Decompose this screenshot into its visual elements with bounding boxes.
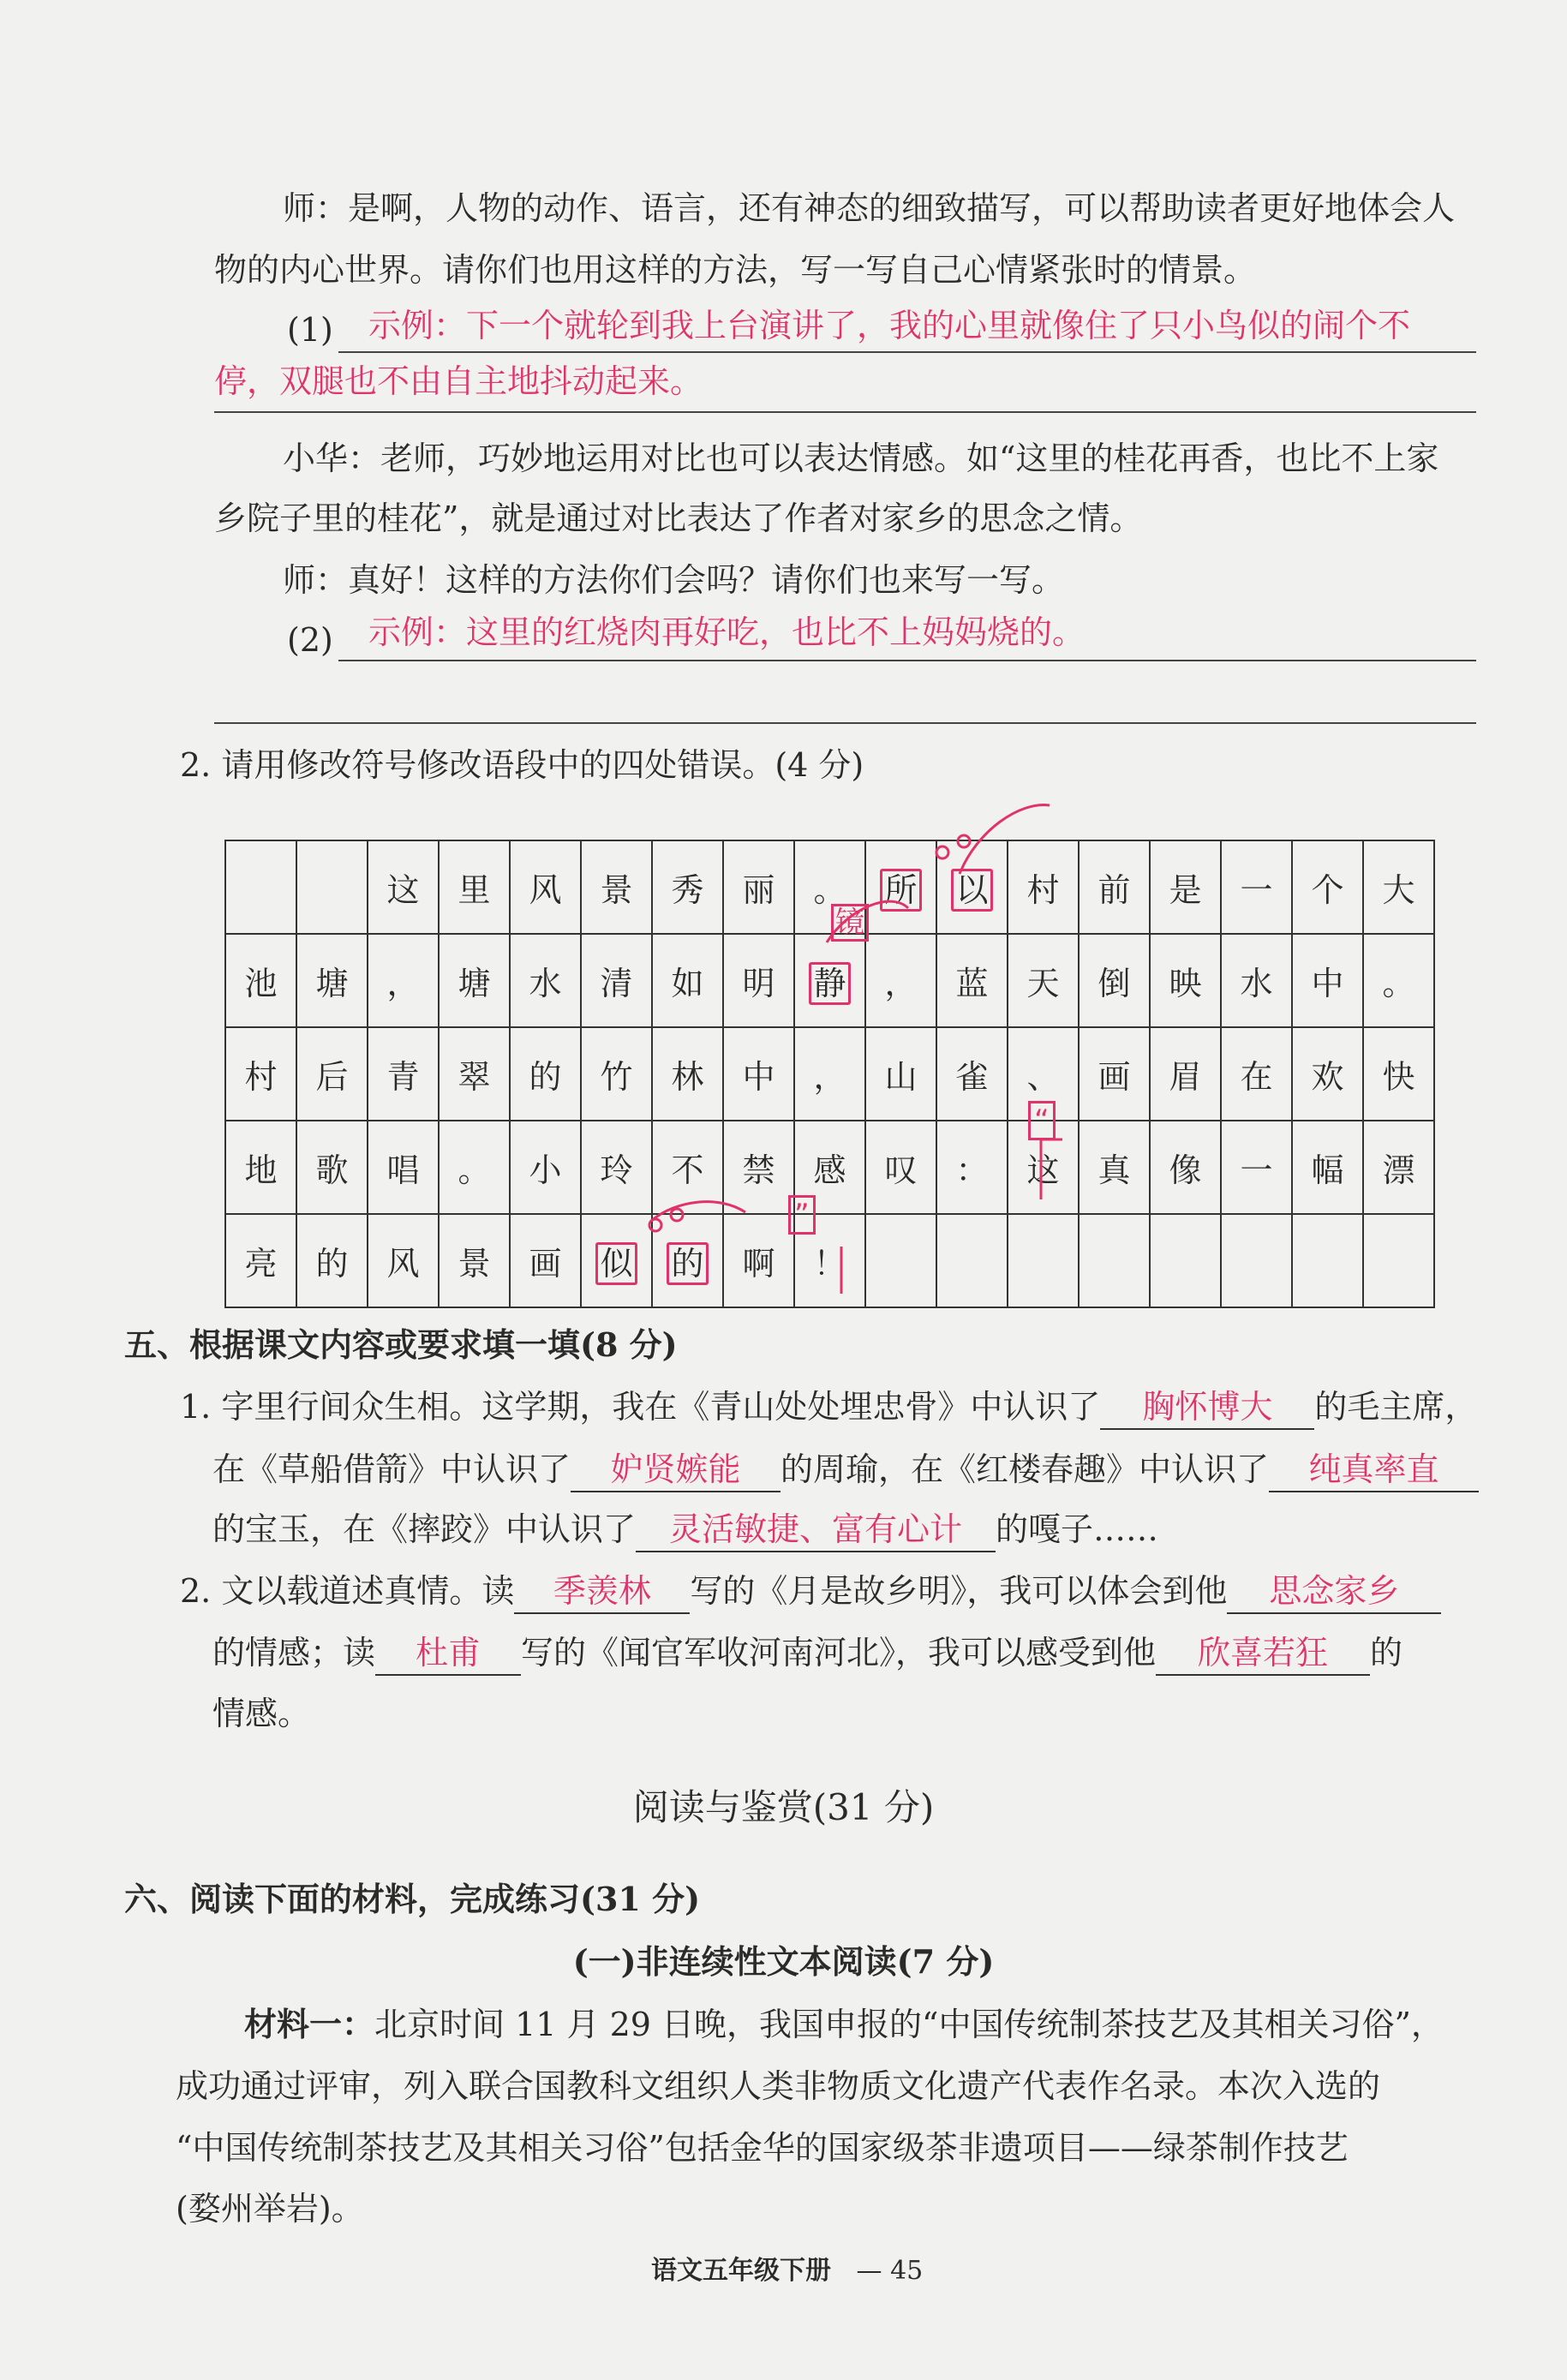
grid-cell: 丽	[723, 840, 794, 934]
grid-cell: 亮	[225, 1214, 296, 1307]
grid-cell	[936, 840, 1008, 934]
page-number: — 45	[856, 2256, 924, 2286]
grid-cell: 、	[1008, 1027, 1079, 1121]
footer	[651, 2250, 923, 2293]
grid-cell: 一	[1221, 840, 1292, 934]
grid-cell: 欢	[1292, 1027, 1363, 1121]
grid-cell: 村	[225, 1027, 296, 1121]
material1-label: 材料一：	[244, 2005, 375, 2043]
answer-rule	[338, 660, 1476, 661]
grid-cell: ：	[936, 1121, 1008, 1214]
dialog-student-line-2: 乡院子里的桂花”，就是通过对比表达了作者对家乡的思念之情。	[214, 499, 1143, 537]
text: 的嘎子……	[996, 1510, 1159, 1548]
answer-blank: 季羡林	[514, 1570, 690, 1614]
grid-cell: 景	[439, 1214, 510, 1307]
grid-cell	[225, 840, 296, 934]
grid-row	[225, 1027, 1434, 1121]
subsection-title: (一)非连续性文本阅读(7 分)	[572, 1942, 995, 1981]
grid-cell: 画	[510, 1214, 581, 1307]
text: 写的《闻官军收河南河北》，我可以感受到他	[521, 1634, 1157, 1671]
dialog-student-line-1: 小华：老师，巧妙地运用对比也可以表达情感。如“这里的桂花再香，也比不上家	[283, 440, 1439, 477]
grid-cell: 塘	[439, 934, 510, 1027]
section5-item1-line3	[212, 1508, 1158, 1552]
grid-cell: 这	[368, 840, 439, 934]
material1-line3: “中国传统制茶技艺及其相关习俗”包括金华的国家级茶非遗项目——绿茶制作技艺	[176, 2129, 1349, 2167]
grid-cell: ，	[865, 934, 936, 1027]
grid-cell: 池	[225, 934, 296, 1027]
q2-number: (2)	[287, 621, 333, 659]
grid-cell: 秀	[652, 840, 723, 934]
grid-cell: 。	[1363, 934, 1434, 1027]
grid-cell: 山	[865, 1027, 936, 1121]
answer-rule	[214, 411, 1476, 413]
grid-cell: 竹	[581, 1027, 652, 1121]
grid-cell: ，	[368, 934, 439, 1027]
dialog-teacher-line-3: 师：真好！这样的方法你们会吗？请你们也来写一写。	[283, 561, 1065, 599]
grid-cell: 叹	[865, 1121, 936, 1214]
grid-cell: 前	[1079, 840, 1150, 934]
text: 的宝玉，在《摔跤》中认识了	[212, 1510, 637, 1548]
material1-line1	[244, 2003, 1444, 2046]
grid-cell: 塘	[296, 934, 368, 1027]
grid-cell: 一	[1221, 1121, 1292, 1214]
grid-cell: 唱	[368, 1121, 439, 1214]
grid-cell: 快	[1363, 1027, 1434, 1121]
q1-answer-line-1: 示例：下一个就轮到我上台演讲了，我的心里就像住了只小鸟似的闹个不	[368, 307, 1411, 344]
corrected-char: 所	[880, 869, 921, 912]
grid-row	[225, 840, 1434, 934]
grid-cell: 中	[723, 1027, 794, 1121]
section5-item1-line1	[180, 1385, 1477, 1430]
grid-cell: 风	[368, 1214, 439, 1307]
grid-cell	[652, 1214, 723, 1307]
grid-cell: ，	[794, 1027, 865, 1121]
grid-cell: 这	[1008, 1121, 1079, 1214]
grid-cell: 村	[1008, 840, 1079, 934]
grid-cell: 景	[581, 840, 652, 934]
grid-cell: 地	[225, 1121, 296, 1214]
section5-item2-line2	[212, 1631, 1403, 1676]
grid-cell	[1221, 1214, 1292, 1307]
correction-grid	[224, 840, 1435, 1308]
corrected-char: 似	[595, 1242, 637, 1285]
grid-cell: 水	[510, 934, 581, 1027]
corrected-char: 的	[667, 1242, 708, 1285]
grid-cell: 歌	[296, 1121, 368, 1214]
dialog-teacher-line-2: 物的内心世界。请你们也用这样的方法，写一写自己心情紧张时的情景。	[214, 251, 1257, 289]
grid-cell	[1008, 1214, 1079, 1307]
insert-mark-left-quote: “	[1028, 1101, 1056, 1140]
section5-title: 五、根据课文内容或要求填一填(8 分)	[124, 1325, 678, 1364]
dialog-teacher-line-1: 师：是啊，人物的动作、语言，还有神态的细致描写，可以帮助读者更好地体会人	[283, 189, 1456, 227]
grid-cell	[1292, 1214, 1363, 1307]
grid-cell: 眉	[1150, 1027, 1221, 1121]
grid-cell: 蓝	[936, 934, 1008, 1027]
text: 在《草船借箭》中认识了	[212, 1450, 571, 1488]
grid-cell	[1150, 1214, 1221, 1307]
grid-row	[225, 1214, 1434, 1307]
text: 北京时间 11 月 29 日晚，我国申报的“中国传统制茶技艺及其相关习俗”，	[374, 2006, 1444, 2043]
corrected-char: 以	[951, 869, 992, 912]
grid-cell	[1079, 1214, 1150, 1307]
grid-cell: 倒	[1079, 934, 1150, 1027]
text: 写的《月是故乡明》，我可以体会到他	[690, 1572, 1228, 1610]
grid-cell: 雀	[936, 1027, 1008, 1121]
grid-cell: 映	[1150, 934, 1221, 1027]
grid-cell	[296, 840, 368, 934]
grid-cell: 玲	[581, 1121, 652, 1214]
grid-cell: 里	[439, 840, 510, 934]
text: 的周瑜，在《红楼春趣》中认识了	[781, 1450, 1270, 1488]
grid-cell: 不	[652, 1121, 723, 1214]
footer-book-title: 语文五年级下册	[651, 2256, 831, 2286]
answer-blank: 欣喜若狂	[1156, 1631, 1370, 1676]
answer-blank: 灵活敏捷、富有心计	[636, 1508, 996, 1552]
grid-cell	[581, 1214, 652, 1307]
q2-answer: 示例：这里的红烧肉再好吃，也比不上妈妈烧的。	[368, 613, 1086, 651]
grid-cell: 。	[794, 840, 865, 934]
q2-label-text: 2. 请用修改符号修改语段中的四处错误。(4 分)	[180, 746, 864, 784]
grid-cell: 明	[723, 934, 794, 1027]
text: 2. 文以载道述真情。读	[180, 1572, 515, 1610]
section5-item1-line2	[212, 1448, 1479, 1492]
grid-cell: 感	[794, 1121, 865, 1214]
corrected-char: 静	[809, 962, 850, 1005]
grid-cell: 小	[510, 1121, 581, 1214]
answer-blank: 妒贤嫉能	[571, 1448, 781, 1492]
grid-cell: 像	[1150, 1121, 1221, 1214]
answer-blank: 纯真率直	[1269, 1448, 1479, 1492]
grid-cell: 是	[1150, 840, 1221, 934]
grid-cell: 青	[368, 1027, 439, 1121]
text: 的情感；读	[212, 1634, 376, 1671]
q1-number: (1)	[287, 311, 333, 349]
grid-cell: 漂	[1363, 1121, 1434, 1214]
section5-item2-line1	[180, 1570, 1441, 1614]
reading-heading: 阅读与鉴赏(31 分)	[632, 1786, 935, 1828]
grid-cell	[865, 840, 936, 934]
grid-cell: 禁	[723, 1121, 794, 1214]
section6-title: 六、阅读下面的材料，完成练习(31 分)	[124, 1880, 701, 1918]
grid-cell: 。	[439, 1121, 510, 1214]
grid-cell: 风	[510, 840, 581, 934]
grid-cell: 翠	[439, 1027, 510, 1121]
answer-blank: 胸怀博大	[1100, 1385, 1314, 1430]
grid-cell	[865, 1214, 936, 1307]
grid-cell: 在	[1221, 1027, 1292, 1121]
grid-cell	[1363, 1214, 1434, 1307]
text: 1. 字里行间众生相。这学期，我在《青山处处埋忠骨》中认识了	[180, 1388, 1101, 1426]
grid-row	[225, 1121, 1434, 1214]
grid-cell	[794, 934, 865, 1027]
material1-line2: 成功通过评审，列入联合国教科文组织人类非物质文化遗产代表作名录。本次入选的	[176, 2067, 1381, 2105]
grid-row	[225, 934, 1434, 1027]
answer-blank: 思念家乡	[1227, 1570, 1441, 1614]
grid-cell: 如	[652, 934, 723, 1027]
q2-label	[180, 744, 864, 786]
grid-cell: 幅	[1292, 1121, 1363, 1214]
answer-rule	[214, 722, 1476, 724]
answer-rule	[338, 351, 1476, 353]
answer-blank: 杜甫	[375, 1631, 521, 1676]
grid-cell: 水	[1221, 934, 1292, 1027]
q1-answer-line-2: 停，双腿也不由自主地抖动起来。	[214, 362, 703, 400]
grid-cell: 天	[1008, 934, 1079, 1027]
grid-cell: 的	[510, 1027, 581, 1121]
insert-mark-right-quote: ”	[788, 1195, 816, 1235]
grid-cell: 啊	[723, 1214, 794, 1307]
grid-cell: 画	[1079, 1027, 1150, 1121]
grid-cell: 个	[1292, 840, 1363, 934]
grid-cell: 清	[581, 934, 652, 1027]
grid-cell: 中	[1292, 934, 1363, 1027]
insert-mark-jing: 镜	[831, 904, 869, 942]
material1-line4: (婺州举岩)。	[176, 2190, 364, 2228]
grid-cell: 大	[1363, 840, 1434, 934]
grid-cell: 的	[296, 1214, 368, 1307]
grid-cell: 林	[652, 1027, 723, 1121]
grid-cell	[936, 1214, 1008, 1307]
grid-cell: ！	[794, 1214, 865, 1307]
grid-cell: 后	[296, 1027, 368, 1121]
grid-cell: 真	[1079, 1121, 1150, 1214]
text: 的毛主席，	[1314, 1388, 1478, 1426]
text: 的	[1370, 1634, 1403, 1671]
section5-item2-line3: 情感。	[212, 1695, 311, 1732]
